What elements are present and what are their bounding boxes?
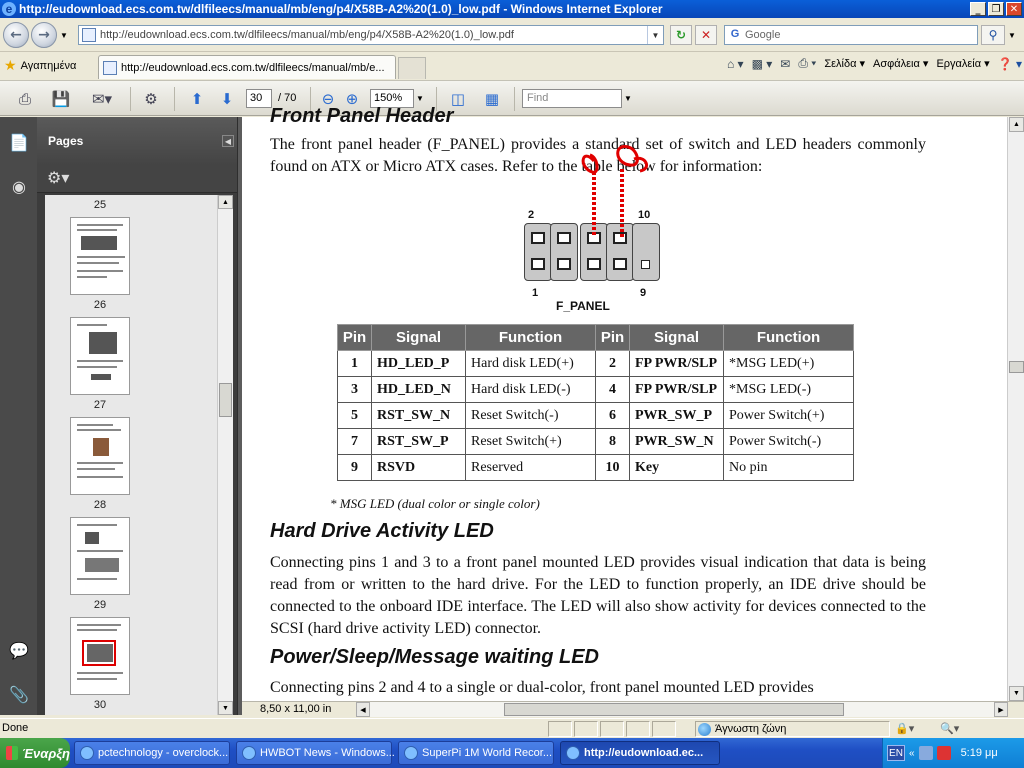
page-size-label: 8,50 x 11,00 in — [260, 703, 332, 715]
security-zone[interactable] — [695, 721, 890, 737]
pin-column-key — [632, 223, 660, 281]
section-heading-power-led: Power/Sleep/Message waiting LED — [270, 646, 599, 668]
table-cell: 8 — [596, 429, 630, 455]
help-icon[interactable]: ❓ ▾ — [997, 56, 1022, 71]
find-dropdown-icon[interactable]: ▼ — [624, 94, 632, 103]
taskbar-item[interactable] — [398, 741, 554, 765]
table-cell: *MSG LED(+) — [724, 351, 854, 377]
intro-paragraph: The front panel header (F_PANEL) provides a standard set of switch and LED headers commonly found on ATX or Micro ATX cases. Refer to the table below for information: — [270, 136, 926, 175]
tab-title: http://eudownload.ecs.com.tw/dlfileecs/manual/mb/e... — [121, 61, 385, 74]
pin-label-9: 9 — [640, 287, 647, 299]
scroll-down-arrow[interactable]: ▼ — [218, 701, 233, 715]
pages-icon[interactable]: 📄 — [9, 132, 29, 152]
taskbar-item-label: http://eudownload.ec... — [584, 747, 704, 759]
restore-button[interactable]: ❐ — [988, 2, 1004, 16]
browser-icon — [404, 746, 418, 760]
pin-column — [524, 223, 552, 281]
table-cell: FP PWR/SLP — [630, 351, 724, 377]
table-cell: 9 — [338, 455, 372, 481]
find-binoculars-icon[interactable]: ◉ — [12, 176, 26, 196]
column-header: Pin — [338, 325, 372, 351]
tools-menu[interactable]: Εργαλεία ▾ — [936, 58, 990, 70]
window-title: http://eudownload.ecs.com.tw/dlfileecs/manual/mb/eng/p4/X58B-A2%20(1.0)_low.pdf - Windows Internet Explorer — [19, 2, 663, 16]
document-page — [242, 105, 1007, 701]
search-button[interactable]: ⚲ — [981, 25, 1005, 45]
taskbar-item-active[interactable] — [560, 741, 720, 765]
zoom-dropdown-icon[interactable]: ▼ — [416, 94, 424, 103]
table-cell: Hard disk LED(-) — [466, 377, 596, 403]
table-cell: Hard disk LED(+) — [466, 351, 596, 377]
page-thumbnail-selected[interactable] — [70, 617, 130, 695]
column-header: Signal — [372, 325, 466, 351]
table-cell: 3 — [338, 377, 372, 403]
refresh-button[interactable]: ↻ — [670, 25, 692, 45]
document-viewport[interactable] — [242, 105, 1007, 701]
status-text: Done — [2, 722, 29, 734]
page-label-selected: 30 — [93, 699, 107, 711]
table-cell: 10 — [596, 455, 630, 481]
search-placeholder: Google — [745, 29, 781, 41]
taskbar-item-label: SuperPi 1M World Recor... — [422, 747, 553, 759]
browser-status-bar — [0, 718, 1024, 738]
section-heading-hdd-led: Hard Drive Activity LED — [270, 520, 494, 542]
table-cell: *MSG LED(-) — [724, 377, 854, 403]
ie-logo-icon: e — [2, 2, 16, 16]
stop-button[interactable]: ✕ — [695, 25, 717, 45]
page-thumbnail[interactable] — [70, 217, 130, 295]
taskbar — [0, 738, 1024, 768]
protected-mode-icon[interactable]: 🔒▾ — [895, 723, 915, 735]
hdd-led-paragraph: Connecting pins 1 and 3 to a front panel mounted LED provides visual indication that data is being read from or written to the hard drive. For the LED to function properly, an IDE drive should be connected to the onboard IDE interface. The LED will also show activity for devices connected to the SCSI (hard drive activity LED) connector. — [270, 554, 926, 637]
tab-page-icon — [103, 61, 117, 75]
status-cell — [574, 721, 598, 737]
pin-label-10: 10 — [638, 209, 651, 221]
table-cell: RST_SW_P — [372, 429, 466, 455]
table-cell: RST_SW_N — [372, 403, 466, 429]
table-cell: HD_LED_P — [372, 351, 466, 377]
page-label: 28 — [93, 499, 107, 511]
page-label: 26 — [93, 299, 107, 311]
table-row — [338, 403, 854, 429]
table-cell: 6 — [596, 403, 630, 429]
save-icon[interactable]: 💾 — [51, 90, 71, 108]
table-cell: RSVD — [372, 455, 466, 481]
msg-led-footnote: * MSG LED (dual color or single color) — [330, 496, 540, 511]
new-tab-button[interactable] — [398, 57, 426, 79]
ie-icon — [566, 746, 580, 760]
antivirus-icon[interactable] — [937, 746, 951, 760]
feeds-icon[interactable]: ▩ ▾ — [751, 56, 773, 71]
f-panel-diagram — [524, 207, 664, 317]
scroll-thumb[interactable] — [504, 703, 844, 716]
home-icon[interactable]: ⌂ ▾ — [726, 56, 744, 71]
attachments-icon[interactable]: 📎 — [9, 684, 29, 704]
pages-panel-header — [37, 117, 240, 165]
document-horizontal-scrollbar[interactable] — [356, 702, 1008, 717]
email-icon[interactable]: ✉▾ — [91, 90, 113, 108]
options-gear-icon[interactable]: ⚙▾ — [47, 168, 70, 187]
status-cell — [626, 721, 650, 737]
scroll-left-arrow[interactable]: ◀ — [356, 702, 370, 717]
history-dropdown-icon[interactable]: ▼ — [60, 31, 68, 40]
command-bar — [727, 56, 1022, 71]
document-vertical-scrollbar[interactable] — [1007, 117, 1024, 701]
page-menu[interactable]: Σελίδα ▾ — [824, 58, 866, 70]
find-input[interactable]: Find — [522, 89, 622, 108]
browser-icon — [242, 746, 256, 760]
fit-page-icon[interactable]: ◫ — [450, 90, 466, 108]
table-row — [338, 377, 854, 403]
table-cell: 1 — [338, 351, 372, 377]
pin-column — [580, 223, 608, 281]
pin-table — [337, 324, 854, 481]
status-cell — [652, 721, 676, 737]
close-button[interactable]: ✕ — [1006, 2, 1022, 16]
clock[interactable]: 5:19 μμ — [960, 747, 998, 759]
thumbnail-scrollbar[interactable] — [217, 195, 233, 715]
google-icon: G — [730, 28, 740, 40]
visible-area-marker[interactable] — [82, 640, 116, 666]
column-header: Signal — [630, 325, 724, 351]
scroll-up-arrow[interactable]: ▲ — [1009, 117, 1024, 132]
mail-icon[interactable]: ✉ — [780, 56, 791, 71]
taskbar-item[interactable] — [236, 741, 395, 765]
table-cell: 7 — [338, 429, 372, 455]
table-cell: 4 — [596, 377, 630, 403]
separator — [514, 87, 515, 111]
fit-width-icon[interactable]: ▦ — [484, 90, 500, 108]
address-url[interactable]: http://eudownload.ecs.com.tw/dlfileecs/manual/mb/eng/p4/X58B-A2%20(1.0)_low.pdf — [100, 29, 514, 41]
forward-button[interactable]: → — [31, 22, 57, 48]
page-total: / 70 — [278, 92, 297, 104]
pin-label-2: 2 — [528, 209, 535, 221]
pages-panel — [37, 117, 240, 715]
comments-icon[interactable]: 💬 — [9, 640, 29, 660]
zoom-input[interactable]: 150% — [370, 89, 414, 108]
page-icon — [82, 28, 96, 42]
column-header: Function — [724, 325, 854, 351]
page-label: 25 — [93, 199, 107, 211]
safety-menu[interactable]: Ασφάλεια ▾ — [873, 58, 929, 70]
pin-label-1: 1 — [532, 287, 539, 299]
language-indicator[interactable]: EN — [887, 745, 905, 761]
zoom-in-icon[interactable]: ⊕ — [345, 90, 359, 108]
address-toolbar — [0, 18, 1024, 52]
favorites-label: Αγαπημένα — [20, 59, 77, 72]
status-cell — [548, 721, 572, 737]
separator — [130, 87, 131, 111]
address-dropdown-icon[interactable]: ▼ — [647, 26, 663, 44]
network-icon[interactable] — [919, 746, 933, 760]
pin-column — [550, 223, 578, 281]
window-title-bar[interactable] — [0, 0, 1024, 18]
favorites-button[interactable] — [4, 57, 76, 74]
zoom-out-icon[interactable]: ⊖ — [321, 90, 335, 108]
thumbnail-list[interactable] — [45, 195, 217, 715]
tray-expand-icon[interactable]: « — [909, 747, 915, 759]
back-button[interactable]: ← — [3, 22, 29, 48]
page-label: 29 — [93, 599, 107, 611]
table-cell: Power Switch(+) — [724, 403, 854, 429]
table-row — [338, 351, 854, 377]
table-cell: Power Switch(-) — [724, 429, 854, 455]
taskbar-item-label: HWBOT News - Windows... — [260, 747, 395, 759]
table-cell: FP PWR/SLP — [630, 377, 724, 403]
document-status-bar — [242, 701, 1024, 717]
page-thumbnail[interactable] — [70, 417, 130, 495]
page-label: 27 — [93, 399, 107, 411]
table-cell: HD_LED_N — [372, 377, 466, 403]
pages-panel-title: Pages — [48, 134, 84, 148]
column-header: Function — [466, 325, 596, 351]
table-cell: 5 — [338, 403, 372, 429]
windows-flag-icon — [6, 746, 18, 760]
taskbar-item-label: pctechnology - overclock... — [98, 747, 229, 759]
column-header: Pin — [596, 325, 630, 351]
power-led-paragraph: Connecting pins 2 and 4 to a single or dual-color, front panel mounted LED provides — [270, 679, 814, 696]
scroll-down-arrow[interactable]: ▼ — [1009, 686, 1024, 701]
print-icon[interactable]: ⎙ ▾ — [798, 56, 817, 70]
minimize-button[interactable]: _ — [970, 2, 986, 16]
browser-icon — [80, 746, 94, 760]
start-label: Έναρξη — [21, 745, 70, 761]
section-heading-front-panel: Front Panel Header — [270, 105, 454, 127]
security-zone-label: Άγνωστη ζώνη — [715, 723, 787, 735]
search-input[interactable] — [724, 25, 978, 45]
globe-icon — [698, 723, 711, 736]
taskbar-item[interactable] — [74, 741, 230, 765]
table-header-row — [338, 325, 854, 351]
system-tray — [882, 738, 1024, 768]
page-number-input[interactable]: 30 — [246, 89, 272, 108]
table-cell: 2 — [596, 351, 630, 377]
collapse-panel-button[interactable]: ◀ — [222, 135, 234, 147]
next-page-icon[interactable]: ⬇ — [220, 90, 234, 108]
separator — [174, 87, 175, 111]
tab-pdf[interactable] — [98, 55, 396, 79]
pin-column — [606, 223, 634, 281]
page-thumbnail[interactable] — [70, 517, 130, 595]
table-cell: Reset Switch(-) — [466, 403, 596, 429]
table-cell: PWR_SW_P — [630, 403, 724, 429]
table-row — [338, 429, 854, 455]
zoom-level-icon[interactable]: 🔍▾ — [940, 723, 960, 735]
scroll-up-arrow[interactable]: ▲ — [218, 195, 233, 209]
table-cell: PWR_SW_N — [630, 429, 724, 455]
address-field[interactable] — [78, 25, 664, 45]
search-options-icon[interactable]: ▼ — [1008, 31, 1016, 40]
favorites-star-icon: ★ — [4, 57, 17, 73]
reader-toolbar — [0, 80, 1024, 116]
print-icon[interactable]: ⎙ — [18, 90, 31, 108]
table-cell: Key — [630, 455, 724, 481]
tab-bar — [0, 52, 1024, 80]
page-thumbnail[interactable] — [70, 317, 130, 395]
navigation-rail — [0, 117, 37, 715]
status-cell — [600, 721, 624, 737]
scroll-thumb[interactable] — [219, 383, 232, 417]
start-button[interactable] — [0, 738, 70, 768]
scroll-right-arrow[interactable]: ▶ — [994, 702, 1008, 717]
scroll-thumb[interactable] — [1009, 361, 1024, 373]
collaborate-icon[interactable]: ⚙ — [144, 90, 158, 108]
table-cell: Reserved — [466, 455, 596, 481]
panel-options-row — [37, 165, 240, 193]
table-cell: Reset Switch(+) — [466, 429, 596, 455]
table-cell: No pin — [724, 455, 854, 481]
previous-page-icon[interactable]: ⬆ — [190, 90, 204, 108]
f-panel-label: F_PANEL — [556, 299, 610, 313]
table-row — [338, 455, 854, 481]
